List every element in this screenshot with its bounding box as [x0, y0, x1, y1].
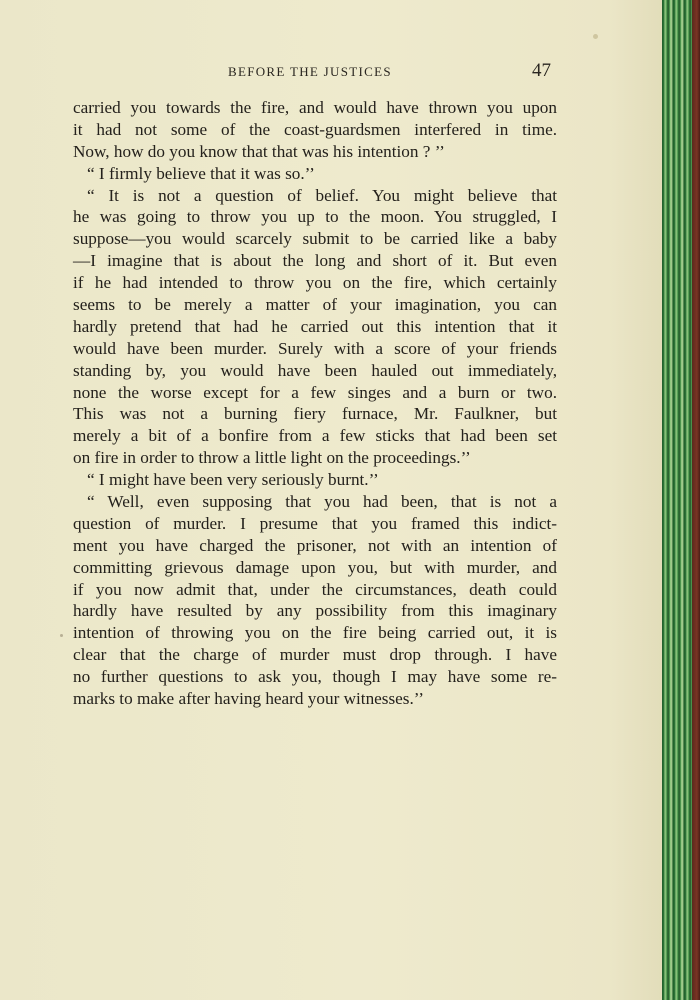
running-head [0, 60, 620, 84]
text-line: ment you have charged the prisoner, not with an intention of [73, 535, 557, 555]
text-line: “ It is not a question of belief. You might believe that [87, 185, 557, 205]
text-line: would have been murder. Surely with a score of your friends [73, 338, 557, 358]
text-line: marks to make after having heard your witnesses.’’ [73, 689, 424, 709]
page-number: 47 [532, 60, 551, 81]
text-line: “ Well, even supposing that you had been, that is not a [87, 492, 557, 512]
text-line: seems to be merely a matter of your imagination, you can [73, 295, 557, 315]
text-line: hardly pretend that had he carried out this intention that it [73, 316, 557, 336]
text-line: none the worse except for a few singes and a burn or two. [73, 382, 557, 402]
text-line: clear that the charge of murder must drop through. I have [73, 645, 557, 665]
text-line: —I imagine that is about the long and short of it. But even [73, 251, 557, 271]
text-line: “ I might have been very seriously burnt.’’ [87, 470, 379, 490]
running-head-title: BEFORE THE JUSTICES [228, 64, 392, 79]
text-line: question of murder. I presume that you framed this indict- [73, 513, 557, 533]
text-line: intention of throwing you on the fire being carried out, it is [73, 623, 557, 643]
text-line: Now, how do you know that that was his intention ? ’’ [73, 141, 445, 161]
text-line: merely a bit of a bonfire from a few sticks that had been set [73, 426, 557, 446]
text-line: standing by, you would have been hauled out immediately, [73, 360, 557, 380]
margin-mark [60, 634, 63, 637]
book-fore-edge [662, 0, 700, 1000]
text-line: it had not some of the coast-guardsmen interfered in time. [73, 119, 557, 139]
text-line: “ I firmly believe that it was so.’’ [87, 163, 315, 183]
text-line: no further questions to ask you, though I may have some re- [73, 667, 557, 687]
text-line: if you now admit that, under the circumstances, death could [73, 579, 557, 599]
body-text [73, 97, 557, 710]
text-line: he was going to throw you up to the moon. You struggled, I [73, 207, 557, 227]
text-line: carried you towards the fire, and would have thrown you upon [73, 98, 557, 117]
text-line: suppose—you would scarcely submit to be carried like a baby [73, 229, 557, 249]
text-line: on fire in order to throw a little light on the proceedings.’’ [73, 448, 471, 468]
paper-speck [593, 34, 598, 39]
text-line: committing grievous damage upon you, but with murder, and [73, 557, 557, 577]
text-line: This was not a burning fiery furnace, Mr. Faulkner, but [73, 404, 557, 424]
text-line: if he had intended to throw you on the fire, which certainly [73, 273, 557, 293]
text-line: hardly have resulted by any possibility from this imaginary [73, 601, 557, 621]
